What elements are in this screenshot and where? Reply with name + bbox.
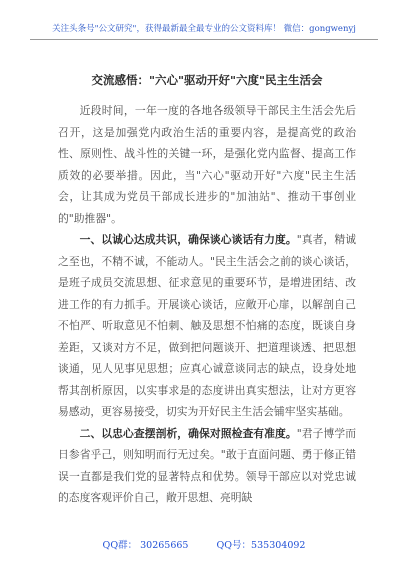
header-promo-text: 关注头条号"公文研究"，获得最新最全最专业的公文资料库！ 微信：gongwenyj (52, 24, 356, 34)
footer-qq-number: QQ号：535304092 (216, 540, 306, 551)
section-heading: 一、以诚心达成共识，确保谈心谈话有力度。 (79, 233, 297, 246)
page-header (30, 22, 378, 40)
page-footer (0, 537, 408, 551)
document-body (58, 72, 356, 509)
paragraph-body: 近段时间，一年一度的各地各级领导干部民主生活会先后召开，这是加强党内政治生活的重要内容，是提高党的政治性、原则性、战斗性的关键一环，是强化党内监督、提高工作质效的必要举措。因此，当"六心"驱动开好"六度"民主生活会，让其成为党员干部成长进步的"加油站"、推动干事创业的"助推器"。 (58, 104, 356, 225)
document-title: 交流感悟："六心"驱动开好"六度"民主生活会 (91, 73, 323, 87)
section-heading: 二、以忠心查摆剖析，确保对照检查有准度。 (79, 426, 297, 440)
footer-qq-group: QQ群： 30265665 (102, 540, 189, 551)
paragraph-body: "真者，精诚之至也，不精不诚，不能动人。"民主生活会之前的谈心谈话，是班子成员交流思想、征求意见的重要环节，是增进团结、改进工作的有力抓手。开展谈心谈话，应敞开心扉，以解剖自己不怕严、听取意见不怕刺、触及思想不怕痛的态度，既谈自身差距，又谈对方不足，做到把问题谈开、把道理谈透、把思想谈通，见人见事见思想；应真心诚意谈同志的缺点，设身处地帮其剖析原因，以实事求是的态度讲出真实想法，让对方更容易感动，更容易接受，切实为开好民主生活会铺牢坚实基础。 (58, 233, 357, 418)
intro-paragraph (58, 100, 356, 229)
section-paragraph-2 (58, 423, 356, 509)
paragraph-body: "君子博学而日参省乎己，则知明而行无过矣。"敢于直面问题、勇于修正错误一直都是我们党的显著特点和优势。领导干部应以对党忠诚的态度客观评价自己，敞开思想、亮明缺 (58, 426, 357, 504)
section-paragraph-1 (58, 229, 356, 423)
